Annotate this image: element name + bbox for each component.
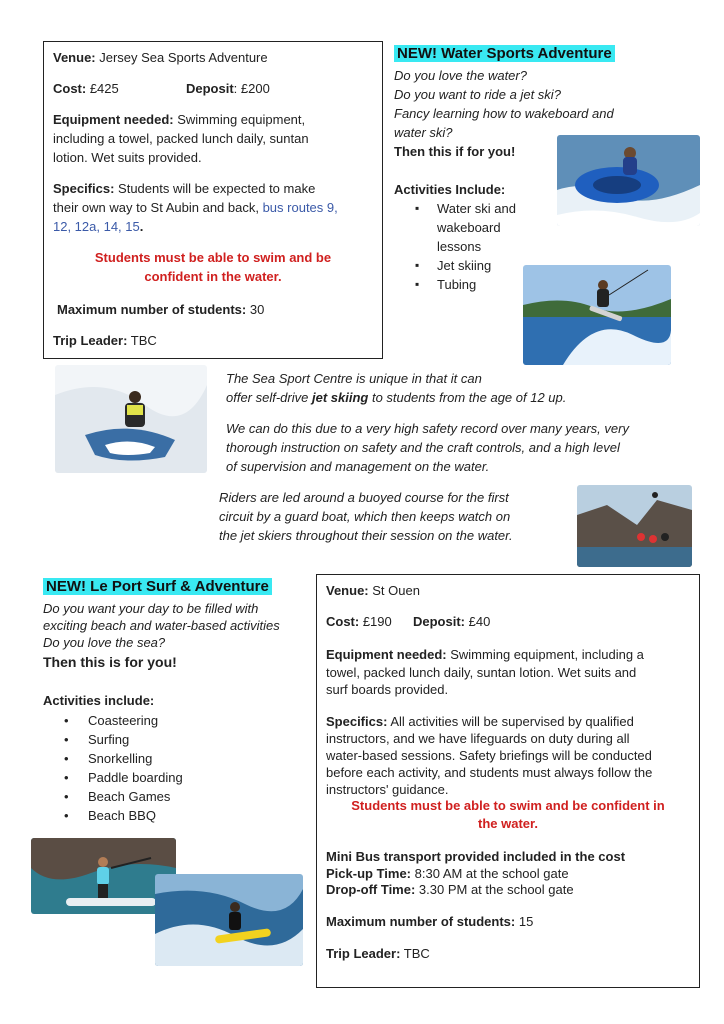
list-item: • Surfing [88, 730, 129, 749]
riders-para-line-3: the jet skiers throughout their session on the water. [219, 528, 513, 543]
swim-warning-line-1: Students must be able to swim and be confident in [351, 798, 665, 813]
cost-row: Cost: £190 [326, 614, 392, 629]
specifics-line-3: water-based sessions. Safety briefings will be conducted [326, 748, 652, 763]
surfing-photo [155, 874, 303, 966]
trip-leader: Trip Leader: TBC [53, 333, 157, 348]
equipment-line-1: Equipment needed: Swimming equipment, including a [326, 647, 644, 662]
list-item: • Paddle boarding [88, 768, 183, 787]
deposit-row: Deposit: £200 [186, 81, 270, 96]
swim-warning-line-1: Students must be able to swim and be [94, 250, 332, 265]
riders-para-line-1: Riders are led around a buoyed course for the first [219, 490, 509, 505]
riders-para-line-2: circuit by a guard boat, which then keeps watch on [219, 509, 511, 524]
trip-info-box-st-ouen [316, 574, 700, 988]
safety-para-line-3: of supervision and management on the water. [226, 459, 490, 474]
venue-row: Venue: St Ouen [326, 583, 420, 598]
equipment-line-3: lotion. Wet suits provided. [53, 150, 202, 165]
le-port-activities-label: Activities include: [43, 693, 155, 708]
coasteering-photo [577, 485, 692, 567]
water-question-1: Do you love the water? [394, 68, 527, 83]
water-question-4: water ski? [394, 125, 453, 140]
le-port-question-2: exciting beach and water-based activities [43, 618, 280, 633]
tubing-photo [557, 135, 700, 226]
jet-ski-photo [55, 365, 207, 473]
water-activities-label: Activities Include: [394, 182, 506, 197]
list-item: • Beach BBQ [88, 806, 156, 825]
deposit-row: Deposit: £40 [413, 614, 491, 629]
swim-warning-line-2: the water. [478, 816, 538, 831]
sea-sport-para-line-2: offer self-drive jet skiing to students from the age of 12 up. [226, 390, 567, 405]
specifics-line-5: instructors' guidance. [326, 782, 449, 797]
max-students: Maximum number of students: 30 [57, 302, 265, 317]
safety-para-line-2: thorough instruction on safety and the craft controls, and a high level [226, 440, 620, 455]
equipment-line-1: Equipment needed: Swimming equipment, [53, 112, 306, 127]
venue-row: Venue: Jersey Sea Sports Adventure [53, 50, 268, 65]
equipment-line-2: including a towel, packed lunch daily, suntan [53, 131, 309, 146]
list-item: • Coasteering [88, 711, 158, 730]
sea-sport-para-line-1: The Sea Sport Centre is unique in that it can [226, 371, 482, 386]
list-item-continued: lessons [437, 239, 482, 254]
pickup-time: Pick-up Time: 8:30 AM at the school gate [326, 866, 569, 881]
dropoff-time: Drop-off Time: 3.30 PM at the school gate [326, 882, 574, 897]
le-port-question-1: Do you want your day to be filled with [43, 601, 259, 616]
trip-info-box-jersey [43, 41, 383, 359]
list-item: • Snorkelling [88, 749, 152, 768]
water-question-3: Fancy learning how to wakeboard and [394, 106, 614, 121]
list-item: • Beach Games [88, 787, 170, 806]
equipment-line-2: towel, packed lunch daily, suntan lotion. Wet suits and [326, 665, 637, 680]
le-port-title: NEW! Le Port Surf & Adventure [43, 577, 272, 597]
specifics-line-1: Specifics: Students will be expected to make [53, 181, 316, 196]
specifics-line-1: Specifics: All activities will be supervised by qualified [326, 714, 634, 729]
water-tagline: Then this if for you! [394, 144, 516, 159]
specifics-line-2: their own way to St Aubin and back, bus routes 9, [53, 200, 338, 215]
list-item: ▪ Water ski and [437, 199, 516, 218]
wakeboard-photo [523, 265, 671, 365]
specifics-line-3: 12, 12a, 14, 15. [53, 219, 144, 234]
transport-note: Mini Bus transport provided included in the cost [326, 849, 626, 864]
water-question-2: Do you want to ride a jet ski? [394, 87, 561, 102]
list-item-continued: wakeboard [437, 220, 501, 235]
safety-para-line-1: We can do this due to a very high safety record over many years, very [226, 421, 629, 436]
specifics-line-4: before each activity, and students must always follow the [326, 765, 653, 780]
cost-row: Cost: £425 [53, 81, 119, 96]
specifics-line-2: instructors, and we have lifeguards on duty during all [326, 731, 630, 746]
le-port-question-3: Do you love the sea? [43, 635, 166, 650]
list-item: ▪ Jet skiing [437, 256, 491, 275]
water-sports-title: NEW! Water Sports Adventure [394, 44, 615, 64]
swim-warning-line-2: confident in the water. [144, 269, 282, 284]
list-item: ▪ Tubing [437, 275, 476, 294]
le-port-tagline: Then this is for you! [43, 654, 177, 670]
max-students: Maximum number of students: 15 [326, 914, 534, 929]
trip-leader: Trip Leader: TBC [326, 946, 430, 961]
equipment-line-3: surf boards provided. [326, 682, 449, 697]
